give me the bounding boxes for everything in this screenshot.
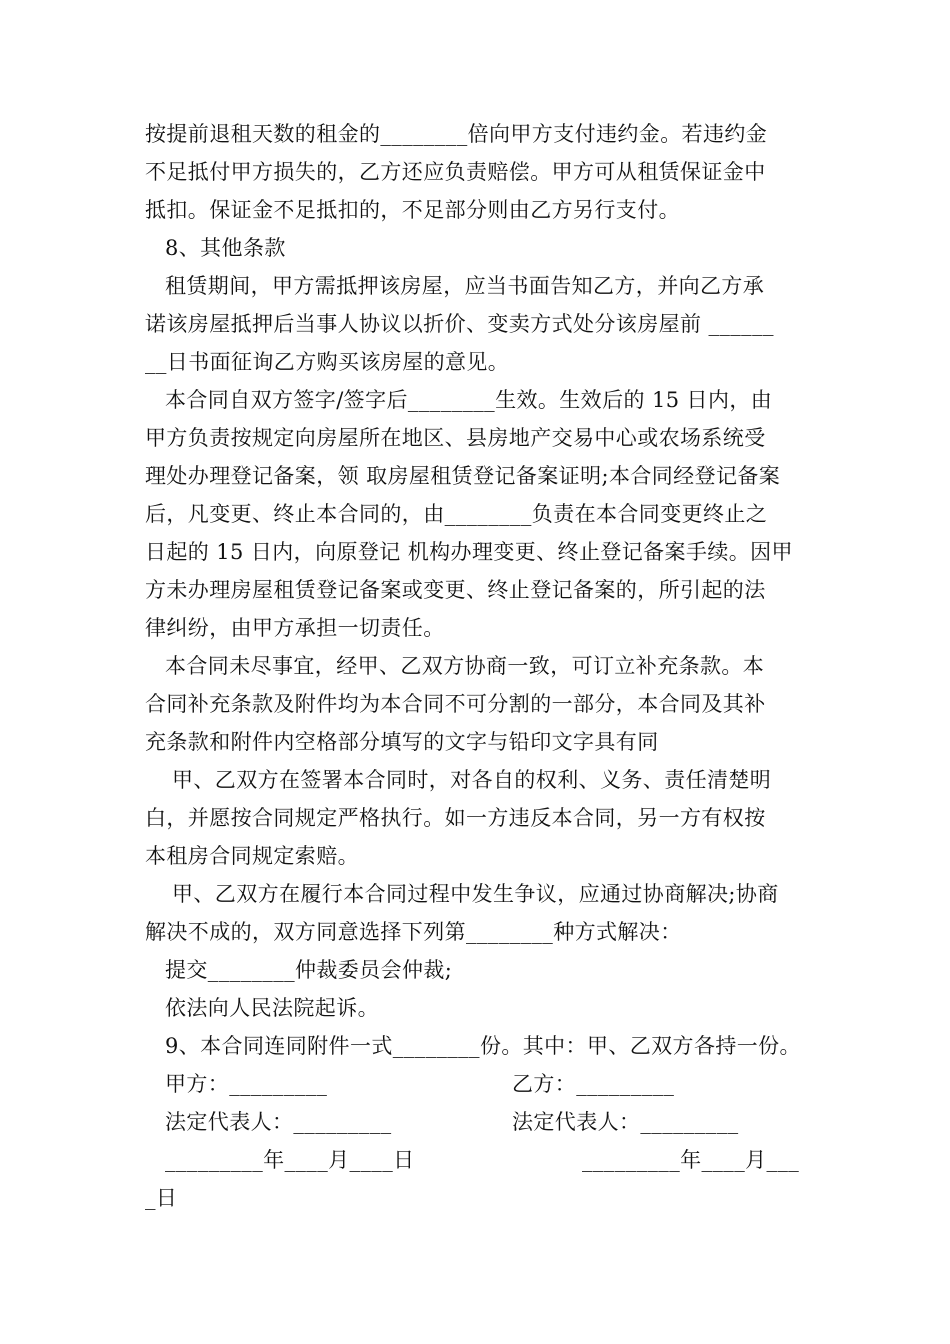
text-line: 充条款和附件内空格部分填写的文字与铅印文字具有同 [145,730,659,754]
text-line: 日起的 15 日内，向原登记 机构办理变更、终止登记备案手续。因甲 [145,540,793,564]
text-line: 本租房合同规定索赔。 [145,844,359,868]
text-line: 依法向人民法院起诉。 [165,996,379,1020]
text-line: 方未办理房屋租赁登记备案或变更、终止登记备案的，所引起的法 [145,578,766,602]
text-line: 甲、乙双方在履行本合同过程中发生争议，应通过协商解决;协商 [172,882,779,906]
text-line: 本合同自双方签字/签字后________生效。生效后的 15 日内，由 [165,388,773,412]
party-b-signature: 乙方：_________ [512,1072,675,1096]
text-line: 后，凡变更、终止本合同的，由________负责在本合同变更终止之 [145,502,768,526]
text-line: 白，并愿按合同规定严格执行。如一方违反本合同，另一方有权按 [145,806,766,830]
text-line: 甲方负责按规定向房屋所在地区、县房地产交易中心或农场系统受 [145,426,766,450]
date-a: _________年____月____日 [165,1148,415,1172]
text-line: 不足抵付甲方损失的，乙方还应负责赔偿。甲方可从租赁保证金中 [145,160,766,184]
text-line: 合同补充条款及附件均为本合同不可分割的一部分，本合同及其补 [145,692,766,716]
text-line: 甲、乙双方在签署本合同时，对各自的权利、义务、责任清楚明 [172,768,772,792]
text-line: 租赁期间，甲方需抵押该房屋，应当书面告知乙方，并向乙方承 [165,274,765,298]
text-line: __日书面征询乙方购买该房屋的意见。 [145,350,510,374]
text-line: 解决不成的，双方同意选择下列第________种方式解决： [145,920,682,944]
section-heading: 9、本合同连同附件一式________份。其中：甲、乙双方各持一份。 [165,1034,801,1058]
text-line: 本合同未尽事宜，经甲、乙双方协商一致，可订立补充条款。本 [165,654,765,678]
legal-rep-a: 法定代表人：_________ [165,1110,392,1134]
text-line: 按提前退租天数的租金的________倍向甲方支付违约金。若违约金 [145,122,768,146]
text-line: 理处办理登记备案，领 取房屋租赁登记备案证明;本合同经登记备案 [145,464,781,488]
text-line: 抵扣。保证金不足抵扣的，不足部分则由乙方另行支付。 [145,198,680,222]
text-line: 提交________仲裁委员会仲裁; [165,958,453,982]
date-b-continued: _日 [145,1186,178,1210]
text-line: 律纠纷，由甲方承担一切责任。 [145,616,445,640]
text-line: 诺该房屋抵押后当事人协议以折价、变卖方式处分该房屋前 ______ [145,312,774,336]
section-heading: 8、其他条款 [165,236,286,260]
legal-rep-b: 法定代表人：_________ [512,1110,739,1134]
date-b: _________年____月___ [582,1148,800,1172]
party-a-signature: 甲方：_________ [165,1072,328,1096]
